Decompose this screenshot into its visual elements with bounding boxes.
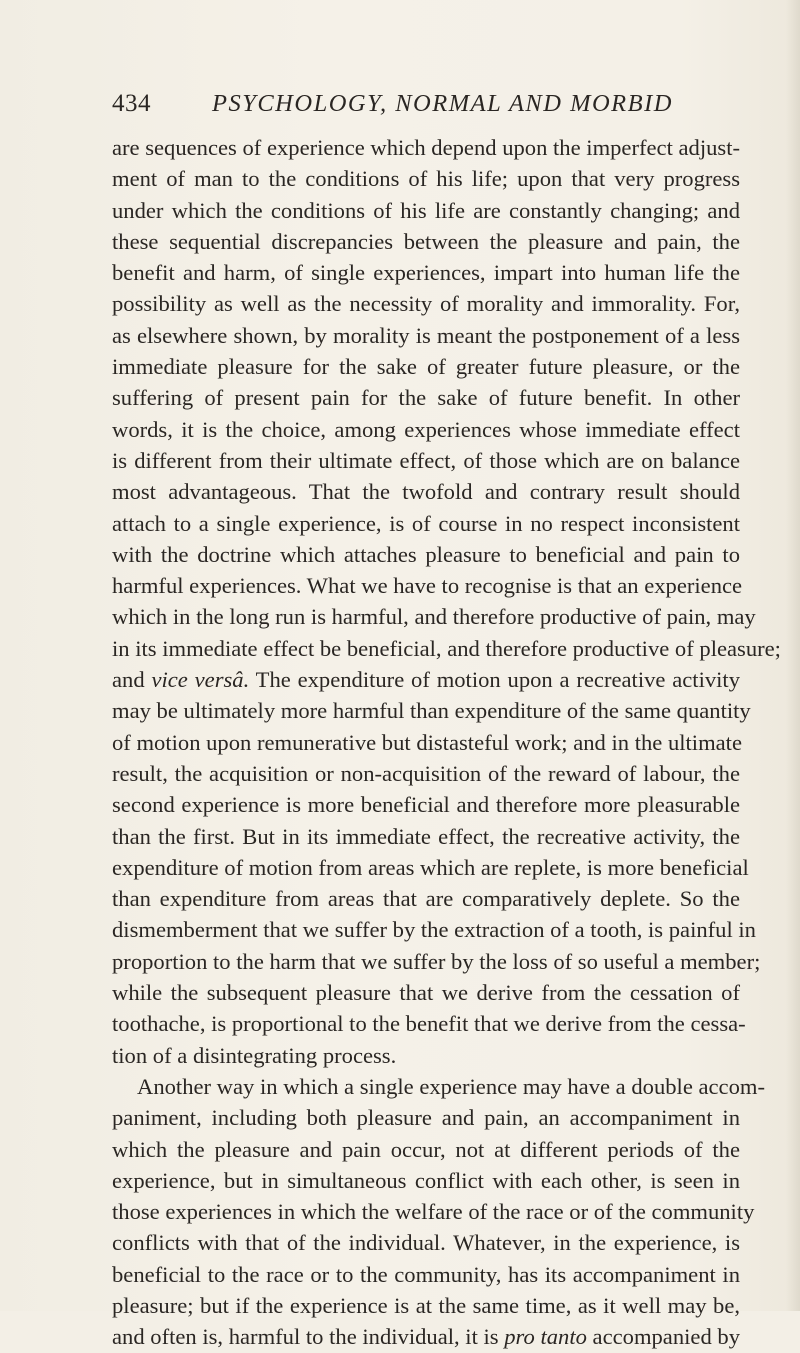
text-line: paniment, including both pleasure and pain, an accompaniment in — [112, 1105, 740, 1131]
text-line: than the first. But in its immediate effect, the recreative activity, the — [112, 823, 740, 849]
text-line: toothache, is proportional to the benefit that we derive from the cessa- — [112, 1011, 746, 1037]
text-line: proportion to the harm that we suffer by the loss of so useful a member; — [112, 948, 761, 974]
text-line: words, it is the choice, among experiences whose immediate effect — [112, 416, 740, 442]
text-line: is different from their ultimate effect, of those which are on balance — [112, 447, 740, 473]
text-line: dismemberment that we suffer by the extraction of a tooth, is painful in — [112, 917, 756, 943]
text-line: beneficial to the race or to the community, has its accompaniment in — [112, 1261, 740, 1287]
text-line: possibility as well as the necessity of morality and immorality. For, — [112, 291, 740, 317]
page-edge-shadow — [786, 0, 800, 1311]
text-line: those experiences in which the welfare of the race or of the community — [112, 1199, 755, 1225]
text-line: with the doctrine which attaches pleasure to beneficial and pain to — [112, 541, 740, 567]
text-line: than expenditure from areas that are comparatively deplete. So the — [112, 886, 740, 912]
text-line: result, the acquisition or non-acquisition of the reward of labour, the — [112, 760, 740, 786]
text-line: Another way in which a single experience may have a double accom- — [137, 1073, 765, 1099]
text-line: attach to a single experience, is of course in no respect inconsistent — [112, 510, 740, 536]
text-line: in its immediate effect be beneficial, and therefore productive of pleasure; — [112, 635, 781, 661]
text-line: ment of man to the conditions of his life; upon that very progress — [112, 166, 740, 192]
text-line: may be ultimately more harmful than expenditure of the same quantity — [112, 698, 751, 724]
text-line — [112, 1321, 740, 1352]
text-line: while the subsequent pleasure that we derive from the cessation of — [112, 980, 740, 1006]
paragraph-1 — [112, 132, 781, 1071]
text-fragment: and often is, harmful to the individual, it is — [112, 1324, 505, 1350]
text-line: are sequences of experience which depend upon the imperfect adjust- — [112, 135, 740, 160]
text-line: which in the long run is harmful, and therefore productive of pain, may — [112, 604, 756, 630]
text-line: most advantageous. That the twofold and contrary result should — [112, 479, 740, 505]
paragraph-2 — [112, 1071, 765, 1353]
running-head: PSYCHOLOGY, NORMAL AND MORBID — [212, 90, 673, 117]
text-line: these sequential discrepancies between the pleasure and pain, the — [112, 228, 740, 254]
italic-phrase: pro tanto — [504, 1324, 587, 1350]
page-header — [112, 90, 732, 126]
text-fragment: accompanied by — [586, 1324, 740, 1350]
text-line: tion of a disintegrating process. — [112, 1042, 397, 1068]
page-number: 434 — [112, 90, 151, 117]
text-line: suffering of present pain for the sake of future benefit. In other — [112, 385, 740, 411]
text-line: which the pleasure and pain occur, not at different periods of the — [112, 1136, 740, 1162]
text-line: as elsewhere shown, by morality is meant the postponement of a less — [112, 322, 740, 348]
text-line — [112, 664, 740, 695]
text-line: conflicts with that of the individual. Whatever, in the experience, is — [112, 1230, 740, 1256]
italic-phrase: vice versâ. — [151, 667, 250, 693]
text-fragment: The expenditure of motion upon a recreative activity — [249, 667, 740, 693]
text-line: benefit and harm, of single experiences, impart into human life the — [112, 260, 740, 286]
text-line: pleasure; but if the experience is at the same time, as it well may be, — [112, 1292, 740, 1318]
text-line: under which the conditions of his life are constantly changing; and — [112, 197, 740, 223]
text-line: experience, but in simultaneous conflict with each other, is seen in — [112, 1167, 740, 1193]
text-line: second experience is more beneficial and therefore more pleasurable — [112, 792, 740, 818]
text-line: of motion upon remunerative but distasteful work; and in the ultimate — [112, 729, 742, 755]
text-line: harmful experiences. What we have to recognise is that an experience — [112, 573, 743, 599]
text-line: expenditure of motion from areas which are replete, is more beneficial — [112, 854, 749, 880]
body-text — [112, 132, 781, 1353]
text-fragment: and — [112, 667, 152, 693]
text-line: immediate pleasure for the sake of greater future pleasure, or the — [112, 354, 740, 380]
